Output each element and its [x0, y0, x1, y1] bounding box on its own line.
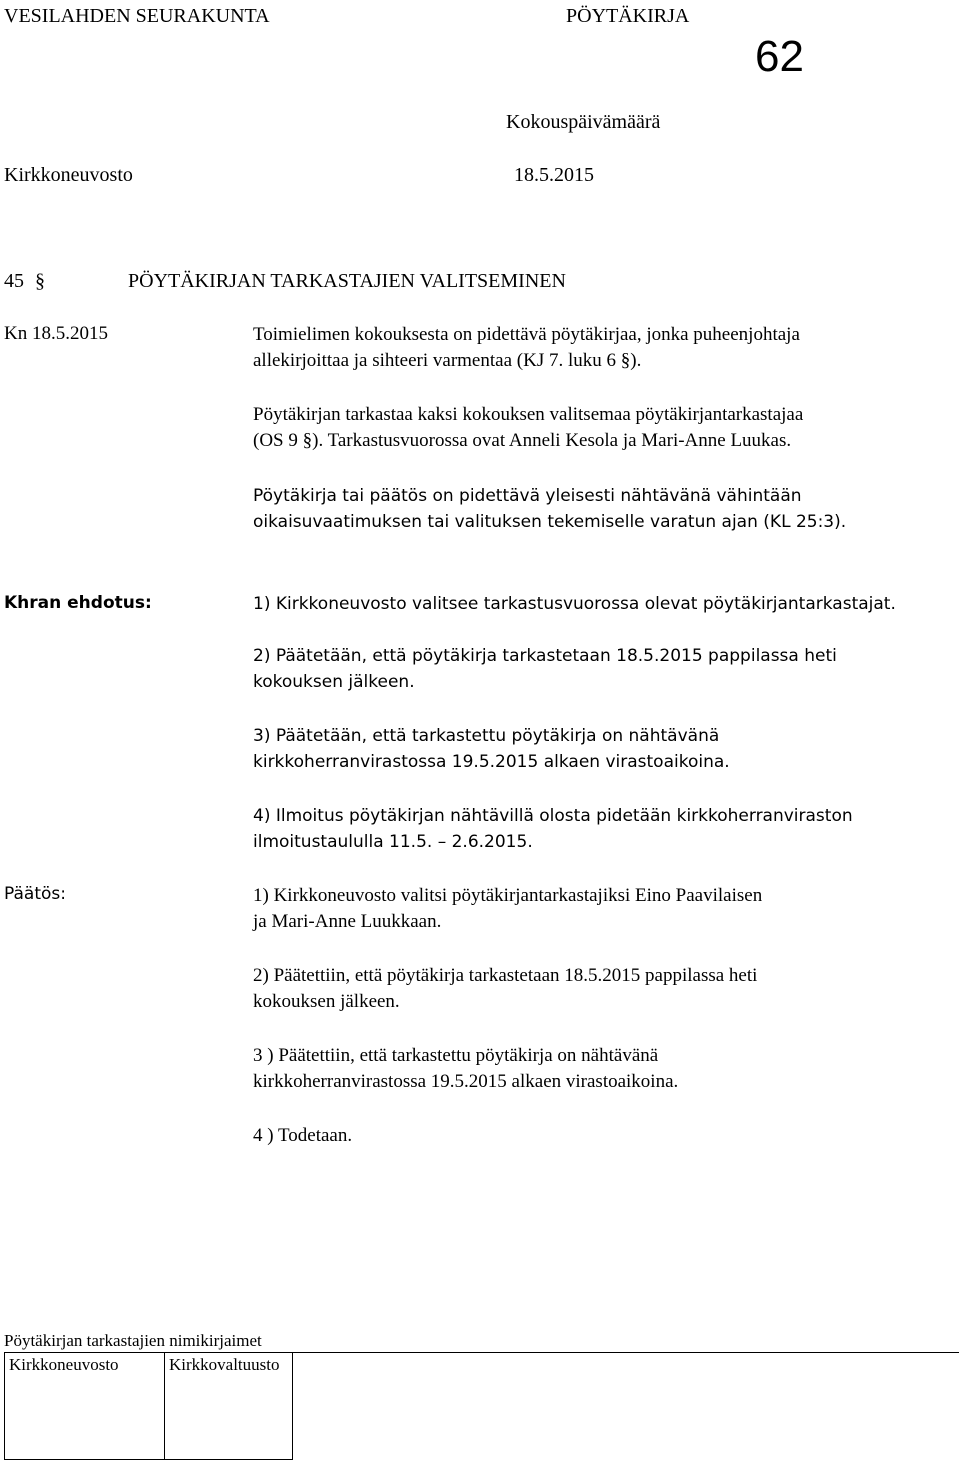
background-paragraph-3 [253, 483, 846, 535]
meeting-date: 18.5.2015 [514, 164, 594, 186]
signature-column-label: Kirkkovaltuusto [169, 1355, 280, 1374]
proposal-item-1 [253, 591, 896, 617]
proposal-item-4 [253, 803, 853, 855]
decision-item-3 [253, 1043, 678, 1095]
text-line: 4 ) Todetaan. [253, 1125, 353, 1146]
background-paragraph-1 [253, 322, 800, 374]
signature-caption: Pöytäkirjan tarkastajien nimikirjaimet [4, 1331, 262, 1350]
text-line: 1) Kirkkoneuvosto valitsee tarkastusvuorossa olevat pöytäkirjantarkastajat. [253, 594, 896, 614]
text-line: 3 ) Päätettiin, että tarkastettu pöytäkirja on nähtävänä [253, 1045, 659, 1066]
text-line: kokouksen jälkeen. [253, 672, 415, 692]
text-line: (OS 9 §). Tarkastusvuorossa ovat Anneli Kesola ja Mari-Anne Luukas. [253, 430, 792, 451]
text-line: 3) Päätetään, että tarkastettu pöytäkirja on nähtävänä [253, 726, 720, 746]
text-line: 4) Ilmoitus pöytäkirjan nähtävillä olosta pidetään kirkkoherranviraston [253, 806, 853, 826]
signature-cell-kirkkoneuvosto [5, 1353, 165, 1459]
text-line: 2) Päätetään, että pöytäkirja tarkastetaan 18.5.2015 pappilassa heti [253, 646, 837, 666]
text-line: allekirjoittaa ja sihteeri varmentaa (KJ 7. luku 6 §). [253, 350, 642, 371]
decision-item-1 [253, 883, 762, 935]
signature-cell-kirkkovaltuusto [165, 1353, 293, 1459]
proposal-item-3 [253, 723, 730, 775]
text-line: Pöytäkirja tai päätös on pidettävä yleisesti nähtävänä vähintään [253, 486, 802, 506]
text-line: ja Mari-Anne Luukkaan. [253, 911, 442, 932]
text-line: Pöytäkirjan tarkastaa kaksi kokouksen valitsemaa pöytäkirjantarkastajaa [253, 404, 804, 425]
section-title: PÖYTÄKIRJAN TARKASTAJIEN VALITSEMINEN [128, 270, 566, 292]
signature-initials-table [4, 1353, 293, 1460]
proposal-item-2 [253, 643, 837, 695]
decision-item-4 [253, 1123, 352, 1149]
decision-item-2 [253, 963, 757, 1015]
text-line: Toimielimen kokouksesta on pidettävä pöytäkirjaa, jonka puheenjohtaja [253, 324, 800, 345]
page-number: 62 [755, 32, 804, 81]
text-line: oikaisuvaatimuksen tai valituksen tekemiselle varatun ajan (KL 25:3). [253, 512, 847, 532]
section-number: 45 [4, 270, 24, 292]
section-reference: Kn 18.5.2015 [4, 323, 108, 344]
document-type: PÖYTÄKIRJA [566, 5, 690, 27]
decision-label: Päätös: [4, 884, 66, 904]
text-line: kirkkoherranvirastossa 19.5.2015 alkaen virastoaikoina. [253, 752, 730, 772]
proposal-label: Khran ehdotus: [4, 593, 152, 613]
text-line: ilmoitustaululla 11.5. – 2.6.2015. [253, 832, 533, 852]
section-mark: § [35, 270, 45, 292]
text-line: 2) Päätettiin, että pöytäkirja tarkastetaan 18.5.2015 pappilassa heti [253, 965, 758, 986]
background-paragraph-2 [253, 402, 803, 454]
text-line: kirkkoherranvirastossa 19.5.2015 alkaen virastoaikoina. [253, 1071, 679, 1092]
signature-column-label: Kirkkoneuvosto [9, 1355, 119, 1374]
meeting-date-label: Kokouspäivämäärä [506, 111, 661, 133]
text-line: 1) Kirkkoneuvosto valitsi pöytäkirjantarkastajiksi Eino Paavilaisen [253, 885, 763, 906]
organization-name: VESILAHDEN SEURAKUNTA [4, 5, 270, 27]
text-line: kokouksen jälkeen. [253, 991, 400, 1012]
meeting-body: Kirkkoneuvosto [4, 164, 133, 186]
